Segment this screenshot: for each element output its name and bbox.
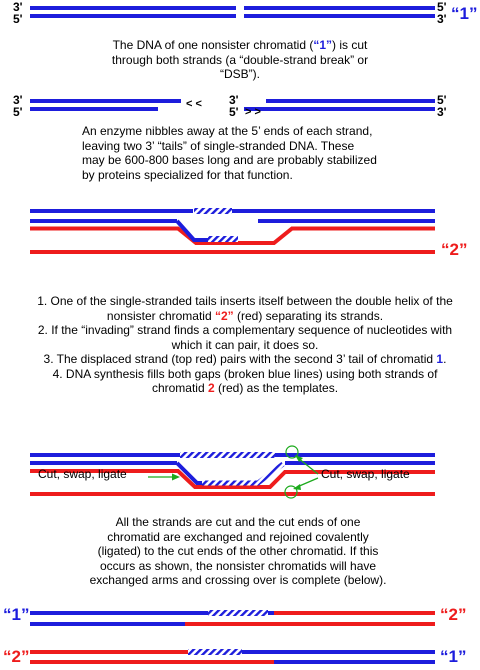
step-2-description: An enzyme nibbles away at the 5’ ends of each strand, leaving two 3’ “tails” of single-stranded DNA. These may be 600-800 bases long and are probably stabilized by proteins specialized for that function.: [82, 124, 377, 182]
chromatid-1-label: “1”: [451, 4, 478, 23]
bottom-red: [185, 622, 435, 626]
bottom-red: [30, 660, 274, 664]
result-b-right-label: “1”: [440, 647, 467, 666]
label-3prime-top-left: 3': [13, 0, 23, 14]
blue-top-right: [232, 209, 435, 213]
top-blue: [242, 650, 435, 654]
step-3-description: 1. One of the single-stranded tails inserts itself between the double helix of the nonsister chromatid “2” (red) separating its strands. 2. If the “invading” strand finds a complementary sequence of nucleotides with which it can pair, it does so. 3. The displaced strand (top red) pairs with the second 3’ tail of chromatid 1. 4. DNA synthesis fills both gaps (broken blue lines) using both strands of chromatid 2 (red) as the templates.: [37, 294, 453, 395]
bottom-right-strand: [244, 14, 435, 18]
bottom-left-strand: [30, 14, 236, 18]
top-red: [274, 611, 435, 615]
blue-second-right: [285, 461, 435, 465]
stage-5-recombinant-a: [30, 610, 435, 626]
blue-top-left: [30, 453, 180, 457]
blue-second-left: [30, 461, 177, 465]
label-3prime-left-top: 3': [13, 93, 23, 107]
top-gap: [188, 649, 242, 655]
top-red: [30, 650, 188, 654]
top-blue: [30, 611, 208, 615]
result-a-left-label: “1”: [3, 605, 30, 624]
label-5prime-left-bottom: 5': [13, 105, 23, 119]
right-long-strand: [244, 107, 435, 111]
cut-swap-ligate-left: Cut, swap, ligate: [38, 467, 127, 481]
stage-3-strand-invasion: [30, 208, 435, 254]
top-blue-right: [268, 611, 274, 615]
result-a-right-label: “2”: [440, 605, 467, 624]
stage-5-recombinant-b: [30, 649, 435, 664]
label-3prime-bottom-right: 3': [437, 12, 447, 26]
label-3prime-middle: 3': [229, 93, 239, 107]
bottom-blue: [274, 660, 435, 664]
blue-top-left: [30, 209, 193, 213]
top-gap: [208, 610, 268, 616]
stage-1-double-strand-break: [30, 6, 435, 18]
top-left-strand: [30, 6, 236, 10]
left-short-strand: [30, 107, 158, 111]
blue-crossing-gap: [202, 464, 283, 483]
blue-gap-top: [194, 208, 232, 214]
label-5prime-bottom-left: 5': [13, 12, 23, 26]
resection-chevrons-right: > >: [245, 106, 261, 118]
blue-bottom-right: [258, 219, 435, 223]
arrow-left-head: [172, 474, 180, 481]
right-short-strand: [266, 99, 435, 103]
red-bottom-strand: [30, 250, 435, 254]
blue-top-gap: [180, 452, 275, 458]
chromatid-2-label: “2”: [441, 240, 468, 259]
label-5prime-middle: 5': [229, 105, 239, 119]
blue-gap-invading: [208, 236, 238, 242]
label-5prime-top-right: 5': [437, 0, 447, 14]
result-b-left-label: “2”: [3, 647, 30, 666]
label-3prime-right-bottom: 3': [437, 105, 447, 119]
label-5prime-right-top: 5': [437, 93, 447, 107]
step-1-description: The DNA of one nonsister chromatid (“1”) is cut through both strands (a “double-strand break” or “DSB”).: [111, 38, 369, 81]
left-long-strand: [30, 99, 181, 103]
bottom-blue: [30, 622, 185, 626]
step-4-description: All the strands are cut and the cut ends of one chromatid are exchanged and rejoined covalently (ligated) to the cut ends of the other chromatid. If this occurs as shown, the nonsister chromatids will have exchanged arms and crossing over is complete (below).: [89, 515, 387, 587]
red-lower-strand: [30, 492, 435, 496]
blue-top-right: [275, 453, 435, 457]
cut-swap-ligate-right: Cut, swap, ligate: [321, 467, 410, 481]
top-right-strand: [244, 6, 435, 10]
resection-chevrons-left: < <: [186, 98, 202, 110]
blue-bottom-left: [30, 219, 177, 223]
